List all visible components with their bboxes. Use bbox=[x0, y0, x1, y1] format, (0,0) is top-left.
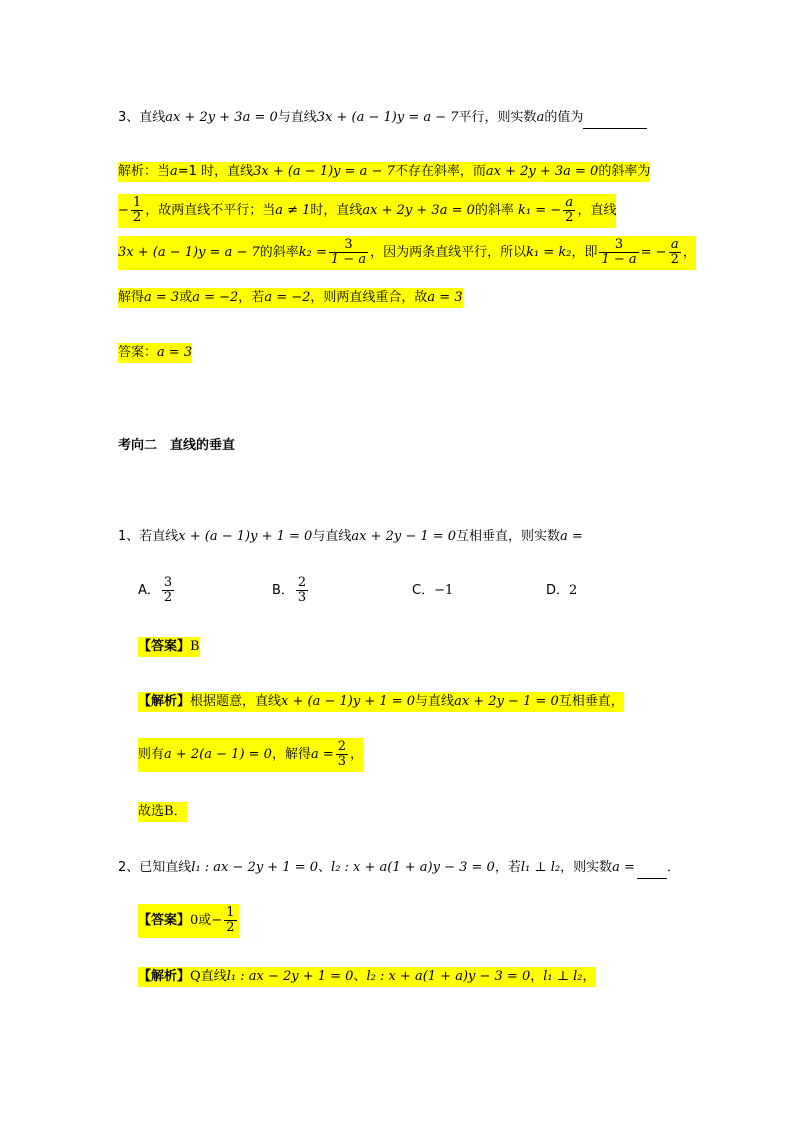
text: ，直线 bbox=[577, 203, 617, 218]
solution-line-3 bbox=[118, 236, 696, 270]
p2-answer bbox=[138, 904, 239, 938]
p1-analysis-line-1 bbox=[138, 692, 624, 712]
denominator: 3 bbox=[337, 754, 347, 769]
answer-blank bbox=[583, 108, 647, 129]
analysis-label: 【解析】 bbox=[138, 694, 191, 709]
text: 已知直线 bbox=[139, 860, 192, 875]
option-a[interactable] bbox=[138, 574, 176, 608]
text: 平行，则实数 bbox=[458, 110, 537, 125]
text: 、 bbox=[353, 969, 367, 984]
option-d[interactable] bbox=[546, 581, 577, 601]
answer-label: 【答案】 bbox=[138, 913, 191, 928]
text: 、 bbox=[318, 860, 332, 875]
text: 与直线 bbox=[277, 110, 317, 125]
p1-analysis-line-2 bbox=[138, 738, 363, 772]
equation: a = 3 bbox=[427, 290, 463, 305]
p1-analysis-line-3 bbox=[138, 802, 187, 822]
fraction bbox=[563, 196, 575, 225]
text: ，则两直线重合，故 bbox=[310, 290, 428, 305]
analysis-label: 【解析】 bbox=[138, 969, 191, 984]
fraction bbox=[224, 906, 236, 935]
p1-answer bbox=[138, 637, 200, 657]
text: ，若 bbox=[238, 290, 265, 305]
numerator: 2 bbox=[297, 575, 307, 590]
text: ，若 bbox=[494, 860, 521, 875]
numerator: 1 bbox=[226, 905, 235, 920]
answer-blank bbox=[637, 858, 667, 879]
minus: − bbox=[211, 913, 223, 928]
answer-label: 答案： bbox=[118, 345, 158, 360]
line-equation: l₂ : x + a(1 + a)y − 3 = 0 bbox=[331, 860, 495, 875]
line-equation: l₁ : ax − 2y + 1 = 0 bbox=[191, 860, 319, 875]
variable: a bbox=[170, 164, 178, 179]
slope: k₂ = bbox=[298, 245, 327, 260]
equation: x + (a − 1)y + 1 = 0 bbox=[178, 529, 313, 544]
equation: a = −2 bbox=[192, 290, 239, 305]
text: 根据题意，直线 bbox=[190, 694, 282, 709]
answer-line bbox=[118, 343, 192, 363]
text: 的值为 bbox=[544, 110, 584, 125]
equation: a = bbox=[560, 529, 583, 544]
denominator: 3 bbox=[297, 590, 307, 605]
numerator: 2 bbox=[337, 739, 347, 754]
option-value: −1 bbox=[434, 583, 454, 598]
text: ，因为两条直线平行，所以 bbox=[370, 245, 527, 260]
text: ． bbox=[666, 860, 680, 875]
fraction bbox=[296, 576, 308, 605]
denominator: 1 − a bbox=[330, 252, 367, 267]
text: 不存在斜率，而 bbox=[394, 164, 486, 179]
problem-2-stem bbox=[118, 858, 680, 879]
fraction bbox=[599, 238, 638, 267]
option-label: A． bbox=[138, 583, 160, 598]
numerator: a bbox=[563, 196, 575, 211]
equation: a = −2 bbox=[264, 290, 311, 305]
text: 的斜率 bbox=[474, 203, 514, 218]
answer-label: 【答案】 bbox=[138, 639, 191, 654]
equation: k₁ = k₂ bbox=[526, 245, 572, 260]
denominator: 2 bbox=[132, 210, 142, 225]
solution-line-4 bbox=[118, 288, 463, 308]
text: 与直线 bbox=[415, 694, 455, 709]
problem-number: 3、 bbox=[118, 110, 140, 125]
text: 解得 bbox=[118, 290, 145, 305]
text: 与直线 bbox=[312, 529, 352, 544]
text: 互相垂直，则实数 bbox=[456, 529, 561, 544]
text: =1 时，直线 bbox=[177, 164, 254, 179]
equation: a = bbox=[310, 747, 334, 762]
text: 或 bbox=[179, 290, 193, 305]
answer: B bbox=[190, 639, 200, 654]
condition: l₁ ⊥ l₂ bbox=[543, 969, 583, 984]
option-b[interactable] bbox=[272, 574, 310, 608]
numerator: a bbox=[669, 238, 681, 253]
option-label: C． bbox=[412, 583, 435, 598]
numerator: 1 bbox=[132, 195, 142, 210]
text: ， bbox=[682, 245, 696, 260]
text: ，故两直线不平行；当 bbox=[145, 203, 276, 218]
denominator: 2 bbox=[565, 210, 574, 225]
equation: x + (a − 1)y + 1 = 0 bbox=[281, 694, 416, 709]
section-title: 考向二 直线的垂直 bbox=[118, 438, 236, 453]
line-equation: l₂ : x + a(1 + a)y − 3 = 0 bbox=[366, 969, 531, 984]
text: 则有 bbox=[138, 747, 165, 762]
equation: 3x + (a − 1)y = a − 7 bbox=[316, 110, 459, 125]
text: 的斜率 bbox=[259, 245, 299, 260]
problem-number: 1、 bbox=[118, 529, 140, 544]
text: 互相垂直， bbox=[558, 694, 624, 709]
text: ， bbox=[530, 969, 544, 984]
text: 的斜率为 bbox=[598, 164, 651, 179]
fraction bbox=[669, 238, 681, 267]
problem-3-stem bbox=[118, 108, 647, 129]
denominator: 2 bbox=[670, 252, 679, 267]
text: 解析：当 bbox=[118, 164, 171, 179]
fraction bbox=[329, 238, 368, 267]
equation: ax + 2y − 1 = 0 bbox=[454, 694, 559, 709]
slope: k₁ = − bbox=[518, 203, 562, 218]
answer: 0 bbox=[190, 913, 199, 928]
denominator: 2 bbox=[163, 590, 173, 605]
text: 故选 bbox=[138, 804, 165, 819]
equation: ax + 2y + 3a = 0 bbox=[362, 203, 475, 218]
equation: a + 2(a − 1) = 0 bbox=[164, 747, 272, 762]
minus: − bbox=[118, 203, 129, 218]
denominator: 1 − a bbox=[601, 252, 637, 267]
numerator: 3 bbox=[599, 238, 638, 253]
solution-line-1 bbox=[118, 162, 650, 182]
equation: ax + 2y + 3a = 0 bbox=[485, 164, 599, 179]
text: 直线 bbox=[200, 969, 227, 984]
condition: a ≠ 1 bbox=[275, 203, 311, 218]
text: 或 bbox=[198, 913, 212, 928]
fraction bbox=[162, 576, 174, 605]
option-label: B． bbox=[272, 583, 294, 598]
numerator: 3 bbox=[329, 238, 368, 253]
text: ，即 bbox=[571, 245, 598, 260]
text: 若直线 bbox=[139, 529, 179, 544]
solution-line-2 bbox=[118, 194, 616, 228]
text: 直线 bbox=[139, 110, 166, 125]
variable: a bbox=[536, 110, 545, 125]
fraction bbox=[131, 196, 143, 225]
equation: ax + 2y − 1 = 0 bbox=[351, 529, 457, 544]
answer: a = 3 bbox=[157, 345, 193, 360]
fraction bbox=[336, 740, 348, 769]
equation: a = bbox=[612, 860, 635, 875]
problem-number: 2、 bbox=[118, 860, 140, 875]
condition: l₁ ⊥ l₂ bbox=[520, 860, 561, 875]
line-equation: l₁ : ax − 2y + 1 = 0 bbox=[226, 969, 354, 984]
option-c[interactable] bbox=[412, 581, 453, 601]
text: ， bbox=[582, 969, 596, 984]
symbol: Q bbox=[190, 969, 201, 984]
denominator: 2 bbox=[226, 920, 235, 935]
problem-1-stem bbox=[118, 527, 583, 547]
text: ，则实数 bbox=[560, 860, 613, 875]
answer: B． bbox=[164, 804, 187, 819]
equation: 3x + (a − 1)y = a − 7 bbox=[253, 164, 395, 179]
equals: = − bbox=[640, 245, 667, 260]
option-value: 2 bbox=[569, 583, 578, 598]
text: 时，直线 bbox=[310, 203, 363, 218]
equation: ax + 2y + 3a = 0 bbox=[165, 110, 278, 125]
text: ， bbox=[350, 747, 364, 762]
p2-analysis-line-1 bbox=[138, 967, 596, 987]
equation: a = 3 bbox=[144, 290, 180, 305]
numerator: 3 bbox=[163, 575, 173, 590]
text: ，解得 bbox=[271, 747, 311, 762]
option-label: D． bbox=[546, 583, 570, 598]
equation: 3x + (a − 1)y = a − 7 bbox=[118, 245, 260, 260]
